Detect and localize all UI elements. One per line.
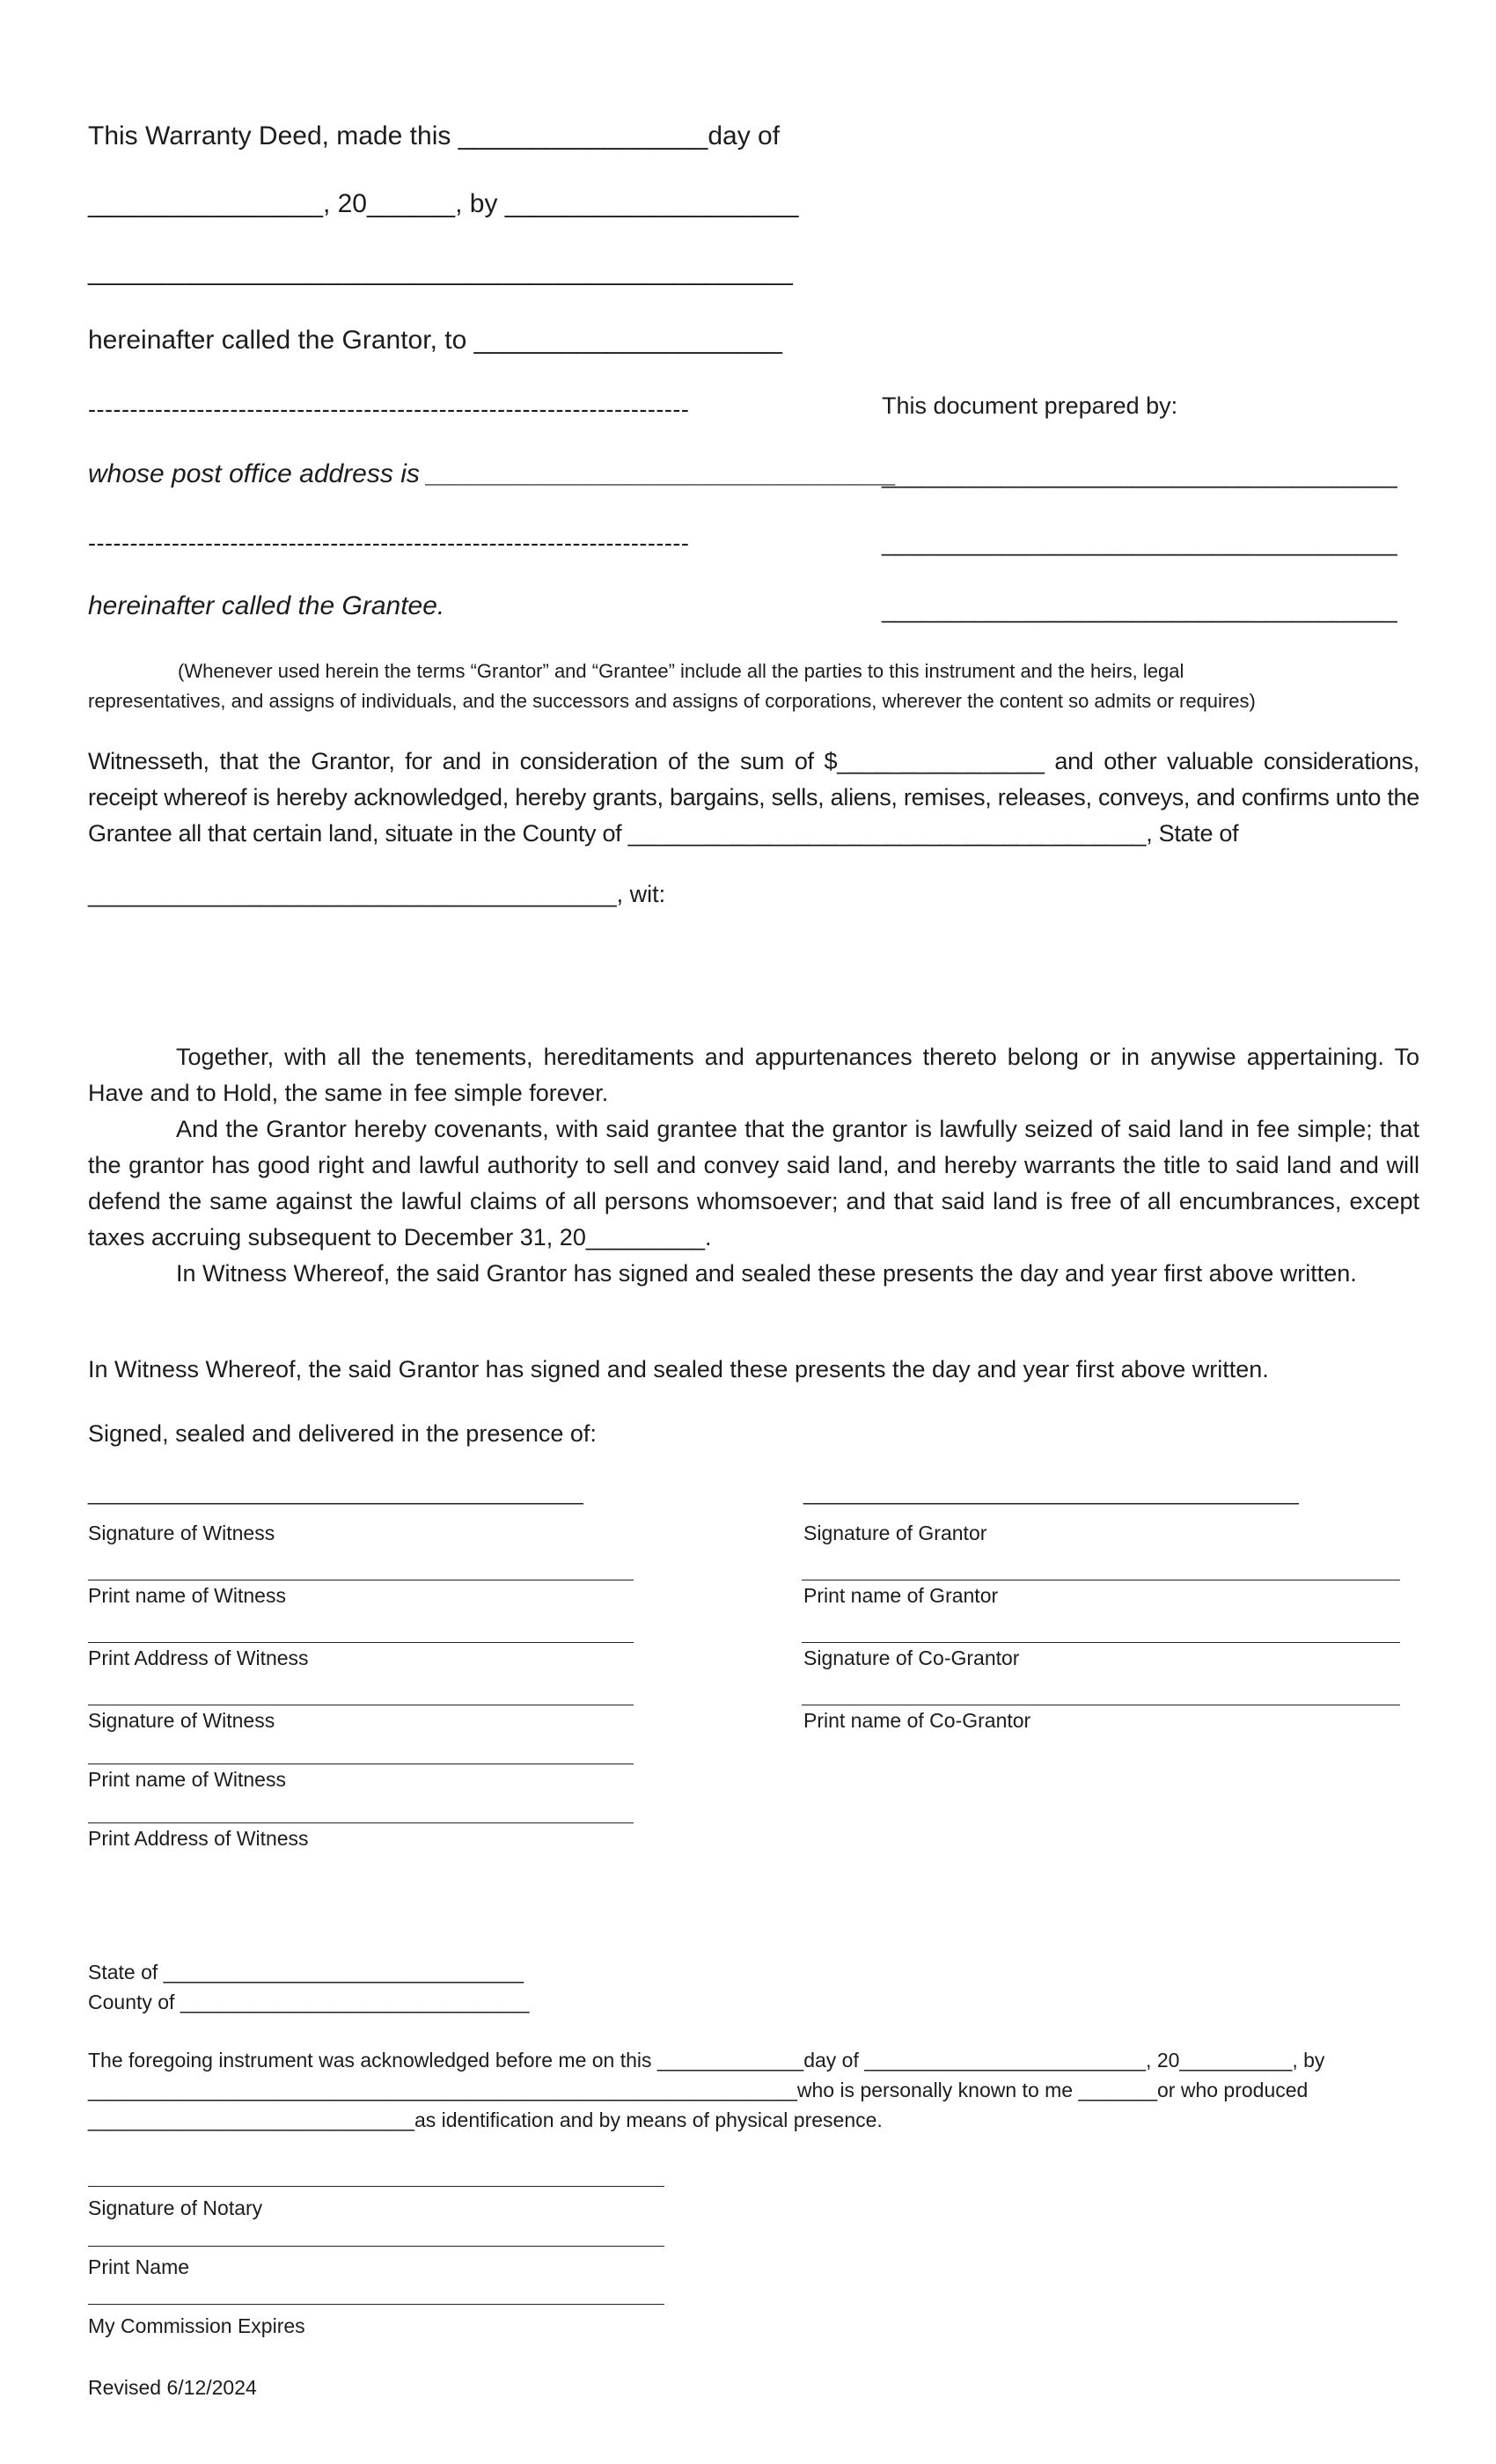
covenant-witness-whereof: In Witness Whereof, the said Grantor has signed and sealed these presents the day and year first above written.	[176, 1260, 1357, 1287]
line-notary-commission	[88, 2304, 664, 2305]
notary-ack-line-3: _____________________________as identification and by means of physical presence.	[88, 2108, 883, 2131]
prepared-by-line-2: _______________________________________	[882, 530, 1397, 556]
label-print-address-witness-1: Print Address of Witness	[88, 1646, 309, 1669]
definition-note-line-2: representatives, and assigns of individuals, and the successors and assigns of corporations, wherever the content so admits or requires)	[88, 690, 1256, 712]
deed-year-grantor-line: ________________, 20______, by ____________________	[88, 189, 799, 218]
grantor-signature-dash-line: ____________________________________________	[803, 1482, 1299, 1505]
prepared-by-line-1: _______________________________________	[882, 462, 1397, 488]
prepared-by-title: This document prepared by:	[882, 392, 1178, 419]
covenants-block	[88, 1039, 1419, 1292]
label-print-name-co-grantor: Print name of Co-Grantor	[803, 1709, 1031, 1732]
notary-county-line: County of _______________________________	[88, 1991, 530, 2013]
label-signature-of-witness-1: Signature of Witness	[88, 1522, 275, 1544]
label-print-name-witness-1: Print name of Witness	[88, 1584, 286, 1607]
label-print-address-witness-2: Print Address of Witness	[88, 1827, 309, 1850]
revised-date: Revised 6/12/2024	[88, 2376, 257, 2399]
witness-signature-dash-line: ____________________________________________	[88, 1482, 583, 1505]
notary-state-line: State of ________________________________	[88, 1961, 524, 1984]
label-signature-of-co-grantor: Signature of Co-Grantor	[803, 1646, 1020, 1669]
witness-statement: In Witness Whereof, the said Grantor has signed and sealed these presents the day and year first above written.	[88, 1356, 1269, 1382]
label-notary-print-name: Print Name	[88, 2255, 190, 2278]
deed-post-office-line: whose post office address is ________________________________	[88, 459, 898, 488]
covenant-together: Together, with all the tenements, hereditaments and appurtenances thereto belong or in anywise appertaining. To Have and to Hold, the same in fee simple forever.	[88, 1044, 1419, 1106]
line-notary-print-name	[88, 2246, 664, 2247]
definition-note-line-1: (Whenever used herein the terms “Grantor” and “Grantee” include all the parties to this instrument and the heirs, legal	[178, 660, 1184, 682]
deed-address-line: ------------------------------------------------------------------------	[88, 530, 690, 556]
label-signature-of-grantor: Signature of Grantor	[803, 1522, 987, 1544]
witnesseth-wit-line: ________________________________________, wit:	[88, 881, 666, 907]
deed-grantee-label: hereinafter called the Grantee.	[88, 591, 445, 620]
deed-grantee-name-line: ------------------------------------------------------------------------	[88, 396, 690, 422]
signed-sealed-statement: Signed, sealed and delivered in the presence of:	[88, 1420, 597, 1447]
line-notary-signature	[88, 2186, 664, 2187]
notary-ack-line-1: The foregoing instrument was acknowledged before me on this _____________day of _________________________, 20__________, by	[88, 2049, 1325, 2072]
label-print-name-grantor: Print name of Grantor	[803, 1584, 999, 1607]
label-commission-expires: My Commission Expires	[88, 2314, 305, 2337]
line-signature-co-grantor	[802, 1642, 1400, 1643]
label-signature-of-witness-2: Signature of Witness	[88, 1709, 275, 1732]
deed-grantor-name-line: ________________________________________________	[88, 257, 793, 286]
witnesseth-paragraph: Witnesseth, that the Grantor, for and in consideration of the sum of $________________ and other valuable considerations, receipt whereof is hereby acknowledged, hereby grants, bargains, sells, aliens, remises, releases, conveys, and confirms unto the Grantee all that certain land, situate in the County of ________________________________________, State of	[88, 748, 1419, 847]
deed-date-line: This Warranty Deed, made this _________________day of	[88, 121, 781, 150]
deed-grantor-to-line: hereinafter called the Grantor, to _____________________	[88, 326, 782, 355]
line-print-address-witness-2	[88, 1822, 634, 1823]
line-print-address-witness-1	[88, 1642, 634, 1643]
label-signature-of-notary: Signature of Notary	[88, 2196, 263, 2219]
label-print-name-witness-2: Print name of Witness	[88, 1768, 286, 1791]
notary-ack-line-2: _______________________________________________________________who is personally known to me _______or who produced	[88, 2079, 1309, 2101]
covenant-warranty: And the Grantor hereby covenants, with said grantee that the grantor is lawfully seized of said land in fee simple; that the grantor has good right and lawful authority to sell and convey said land, and hereby warrants the title to said land and will defend the same against the lawful claims of all persons whomsoever; and that said land is free of all encumbrances, except taxes accruing subsequent to December 31, 20_________.	[88, 1116, 1419, 1250]
prepared-by-line-3: _______________________________________	[882, 597, 1397, 623]
